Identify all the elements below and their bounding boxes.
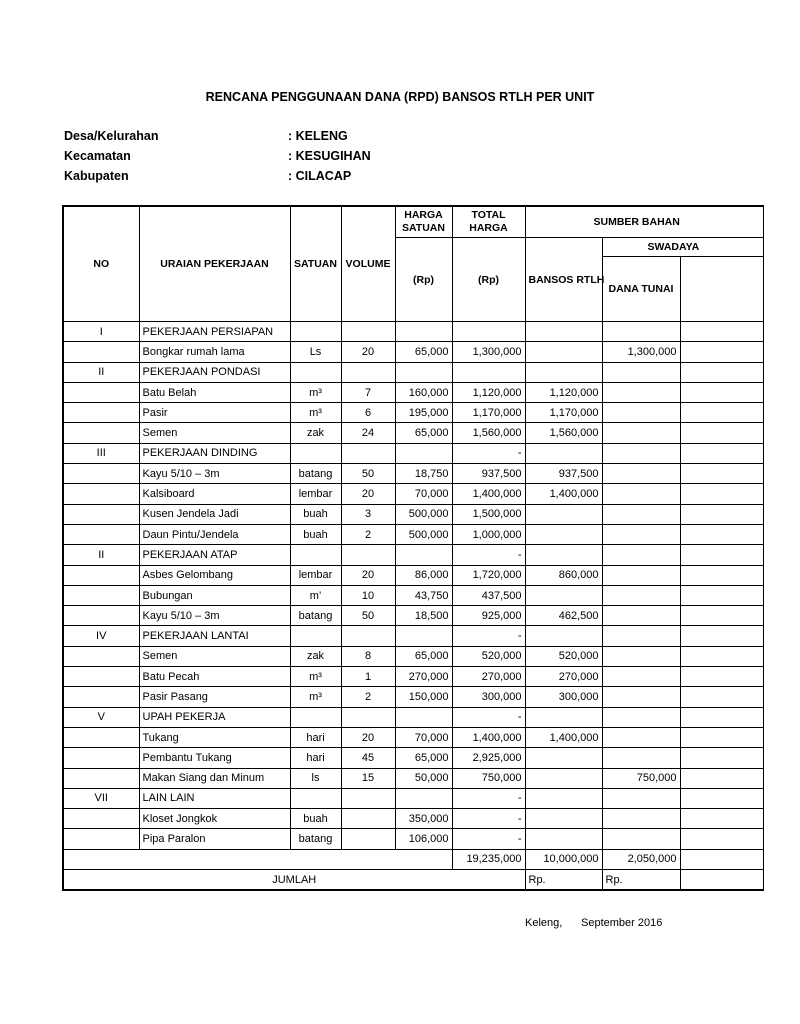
row-total: - — [452, 707, 525, 727]
total-bansos-sum: 10,000,000 — [525, 849, 602, 869]
table-row — [63, 829, 763, 849]
row-total: 270,000 — [452, 667, 525, 687]
row-harga: 65,000 — [395, 423, 452, 443]
row-harga — [395, 788, 452, 808]
row-harga — [395, 545, 452, 565]
header-swadaya: SWADAYA — [602, 238, 763, 257]
row-tunai — [602, 667, 680, 687]
row-tunai — [602, 322, 680, 342]
row-uraian: Batu Belah — [139, 382, 290, 402]
row-no: IV — [63, 626, 139, 646]
row-tunai: 750,000 — [602, 768, 680, 788]
row-satuan: m³ — [290, 687, 341, 707]
row-volume: 20 — [341, 727, 395, 747]
row-harga: 70,000 — [395, 484, 452, 504]
row-uraian: Pasir Pasang — [139, 687, 290, 707]
header-extra — [680, 257, 763, 322]
row-satuan: m³ — [290, 403, 341, 423]
row-no — [63, 667, 139, 687]
row-tunai — [602, 423, 680, 443]
table-row — [63, 322, 763, 342]
table-row — [63, 748, 763, 768]
table-row — [63, 403, 763, 423]
table-row — [63, 565, 763, 585]
row-total: - — [452, 788, 525, 808]
row-tunai — [602, 585, 680, 605]
row-volume — [341, 829, 395, 849]
row-harga: 500,000 — [395, 524, 452, 544]
row-no — [63, 809, 139, 829]
row-volume: 6 — [341, 403, 395, 423]
row-bansos — [525, 504, 602, 524]
row-no: VII — [63, 788, 139, 808]
table-row — [63, 809, 763, 829]
row-extra — [680, 565, 763, 585]
table-row — [63, 484, 763, 504]
info-desa — [64, 129, 348, 143]
row-total: 1,000,000 — [452, 524, 525, 544]
row-bansos — [525, 362, 602, 382]
table-row — [63, 788, 763, 808]
row-extra — [680, 443, 763, 463]
row-no — [63, 504, 139, 524]
jumlah-label: JUMLAH — [63, 870, 525, 891]
table-row — [63, 382, 763, 402]
row-no — [63, 484, 139, 504]
total-tunai-sum: 2,050,000 — [602, 849, 680, 869]
row-no — [63, 687, 139, 707]
row-total: - — [452, 809, 525, 829]
row-satuan: batang — [290, 606, 341, 626]
table-row — [63, 423, 763, 443]
row-tunai — [602, 464, 680, 484]
row-uraian: Kayu 5/10 – 3m — [139, 606, 290, 626]
table-row — [63, 342, 763, 362]
table-row — [63, 524, 763, 544]
row-satuan: batang — [290, 464, 341, 484]
row-total: - — [452, 545, 525, 565]
row-no — [63, 606, 139, 626]
row-bansos — [525, 707, 602, 727]
row-volume: 45 — [341, 748, 395, 768]
row-total — [452, 322, 525, 342]
header-rp-harga: (Rp) — [395, 238, 452, 322]
row-uraian: Kalsiboard — [139, 484, 290, 504]
row-tunai — [602, 788, 680, 808]
jumlah-extra — [680, 870, 763, 891]
row-extra — [680, 626, 763, 646]
header-rp-total: (Rp) — [452, 238, 525, 322]
row-no — [63, 382, 139, 402]
info-label: Kabupaten — [64, 169, 129, 183]
row-no: II — [63, 545, 139, 565]
row-tunai — [602, 727, 680, 747]
row-bansos: 1,560,000 — [525, 423, 602, 443]
row-satuan: m³ — [290, 667, 341, 687]
row-satuan: lembar — [290, 484, 341, 504]
row-satuan: lembar — [290, 565, 341, 585]
row-extra — [680, 768, 763, 788]
row-bansos — [525, 524, 602, 544]
row-extra — [680, 322, 763, 342]
row-extra — [680, 524, 763, 544]
row-extra — [680, 464, 763, 484]
row-extra — [680, 585, 763, 605]
row-total: 1,400,000 — [452, 727, 525, 747]
row-harga: 270,000 — [395, 667, 452, 687]
row-total: 1,720,000 — [452, 565, 525, 585]
row-bansos — [525, 322, 602, 342]
row-uraian: Semen — [139, 646, 290, 666]
row-total: 750,000 — [452, 768, 525, 788]
header-sumber-bahan: SUMBER BAHAN — [525, 206, 763, 238]
header-uraian: URAIAN PEKERJAAN — [139, 206, 290, 322]
row-volume: 24 — [341, 423, 395, 443]
row-total — [452, 362, 525, 382]
row-uraian: Batu Pecah — [139, 667, 290, 687]
row-total: 1,300,000 — [452, 342, 525, 362]
header-bansos: BANSOS RTLH — [525, 238, 602, 322]
row-harga — [395, 322, 452, 342]
row-volume — [341, 707, 395, 727]
row-harga: 65,000 — [395, 646, 452, 666]
row-satuan: batang — [290, 829, 341, 849]
row-tunai — [602, 545, 680, 565]
header-harga-satuan: HARGA SATUAN — [395, 206, 452, 238]
totals-row — [63, 849, 763, 869]
row-total: 1,120,000 — [452, 382, 525, 402]
row-satuan: buah — [290, 504, 341, 524]
row-total: 1,400,000 — [452, 484, 525, 504]
row-tunai — [602, 484, 680, 504]
row-tunai: 1,300,000 — [602, 342, 680, 362]
row-uraian: PEKERJAAN PERSIAPAN — [139, 322, 290, 342]
table-row — [63, 362, 763, 382]
row-extra — [680, 646, 763, 666]
row-satuan — [290, 362, 341, 382]
table-row — [63, 504, 763, 524]
row-volume: 50 — [341, 606, 395, 626]
row-bansos: 520,000 — [525, 646, 602, 666]
row-satuan: buah — [290, 524, 341, 544]
row-uraian: PEKERJAAN PONDASI — [139, 362, 290, 382]
row-no — [63, 646, 139, 666]
row-bansos — [525, 809, 602, 829]
row-extra — [680, 382, 763, 402]
row-harga: 150,000 — [395, 687, 452, 707]
row-uraian: PEKERJAAN DINDING — [139, 443, 290, 463]
row-no: V — [63, 707, 139, 727]
info-kecamatan — [64, 149, 371, 163]
row-volume: 20 — [341, 565, 395, 585]
row-volume: 1 — [341, 667, 395, 687]
info-label: Desa/Kelurahan — [64, 129, 159, 143]
row-harga: 106,000 — [395, 829, 452, 849]
row-no — [63, 748, 139, 768]
info-value: : KELENG — [288, 129, 348, 143]
row-tunai — [602, 524, 680, 544]
row-extra — [680, 423, 763, 443]
row-satuan — [290, 707, 341, 727]
row-satuan: zak — [290, 423, 341, 443]
row-no — [63, 727, 139, 747]
info-label: Kecamatan — [64, 149, 131, 163]
row-extra — [680, 667, 763, 687]
row-tunai — [602, 748, 680, 768]
row-no: III — [63, 443, 139, 463]
row-no — [63, 423, 139, 443]
jumlah-rp-bansos: Rp. — [525, 870, 602, 891]
row-volume: 7 — [341, 382, 395, 402]
row-tunai — [602, 382, 680, 402]
row-volume — [341, 626, 395, 646]
totals-spacer — [63, 849, 452, 869]
row-uraian: Pipa Paralon — [139, 829, 290, 849]
row-uraian: Semen — [139, 423, 290, 443]
row-uraian: Kloset Jongkok — [139, 809, 290, 829]
row-no: I — [63, 322, 139, 342]
total-harga-sum: 19,235,000 — [452, 849, 525, 869]
page-title: RENCANA PENGGUNAAN DANA (RPD) BANSOS RTLH PER UNIT — [205, 90, 595, 104]
row-extra — [680, 545, 763, 565]
row-harga — [395, 626, 452, 646]
row-volume — [341, 322, 395, 342]
row-tunai — [602, 504, 680, 524]
total-extra — [680, 849, 763, 869]
table-row — [63, 768, 763, 788]
row-satuan — [290, 545, 341, 565]
row-tunai — [602, 403, 680, 423]
row-total: 1,560,000 — [452, 423, 525, 443]
jumlah-rp-tunai: Rp. — [602, 870, 680, 891]
row-tunai — [602, 829, 680, 849]
row-total: 2,925,000 — [452, 748, 525, 768]
row-satuan: Ls — [290, 342, 341, 362]
row-bansos — [525, 585, 602, 605]
row-total: - — [452, 443, 525, 463]
table-row — [63, 667, 763, 687]
row-harga: 350,000 — [395, 809, 452, 829]
row-bansos: 937,500 — [525, 464, 602, 484]
row-total: 1,500,000 — [452, 504, 525, 524]
row-tunai — [602, 606, 680, 626]
row-volume — [341, 788, 395, 808]
row-bansos: 270,000 — [525, 667, 602, 687]
row-extra — [680, 707, 763, 727]
table-row — [63, 687, 763, 707]
row-no — [63, 565, 139, 585]
row-satuan: hari — [290, 748, 341, 768]
row-extra — [680, 342, 763, 362]
row-extra — [680, 829, 763, 849]
row-tunai — [602, 707, 680, 727]
row-extra — [680, 748, 763, 768]
row-volume — [341, 809, 395, 829]
row-total: - — [452, 829, 525, 849]
rpd-table-wrapper — [62, 205, 700, 891]
row-no — [63, 524, 139, 544]
row-harga: 18,500 — [395, 606, 452, 626]
row-total: 300,000 — [452, 687, 525, 707]
row-harga: 195,000 — [395, 403, 452, 423]
row-volume: 50 — [341, 464, 395, 484]
row-volume — [341, 443, 395, 463]
table-row — [63, 626, 763, 646]
row-satuan — [290, 788, 341, 808]
row-volume: 2 — [341, 524, 395, 544]
row-tunai — [602, 646, 680, 666]
row-extra — [680, 809, 763, 829]
header-dana-tunai: DANA TUNAI — [602, 257, 680, 322]
row-no — [63, 342, 139, 362]
row-volume: 8 — [341, 646, 395, 666]
table-row — [63, 606, 763, 626]
row-tunai — [602, 443, 680, 463]
table-row — [63, 727, 763, 747]
row-extra — [680, 788, 763, 808]
row-satuan — [290, 626, 341, 646]
row-harga: 86,000 — [395, 565, 452, 585]
row-uraian: Bubungan — [139, 585, 290, 605]
row-bansos: 462,500 — [525, 606, 602, 626]
header-satuan: SATUAN — [290, 206, 341, 322]
header-volume: VOLUME — [341, 206, 395, 322]
row-uraian: PEKERJAAN ATAP — [139, 545, 290, 565]
row-satuan: buah — [290, 809, 341, 829]
row-total: 520,000 — [452, 646, 525, 666]
row-uraian: Daun Pintu/Jendela — [139, 524, 290, 544]
header-total-harga: TOTAL HARGA — [452, 206, 525, 238]
table-row — [63, 585, 763, 605]
row-tunai — [602, 626, 680, 646]
row-volume: 2 — [341, 687, 395, 707]
row-satuan: m³ — [290, 382, 341, 402]
row-bansos: 860,000 — [525, 565, 602, 585]
info-kabupaten — [64, 169, 351, 183]
row-extra — [680, 484, 763, 504]
row-volume: 20 — [341, 484, 395, 504]
row-satuan: m’ — [290, 585, 341, 605]
row-harga: 65,000 — [395, 342, 452, 362]
row-volume: 10 — [341, 585, 395, 605]
row-total: - — [452, 626, 525, 646]
info-value: : CILACAP — [288, 169, 352, 183]
row-total: 437,500 — [452, 585, 525, 605]
row-harga: 70,000 — [395, 727, 452, 747]
row-uraian: Bongkar rumah lama — [139, 342, 290, 362]
row-volume: 20 — [341, 342, 395, 362]
row-extra — [680, 403, 763, 423]
row-volume: 3 — [341, 504, 395, 524]
row-no — [63, 585, 139, 605]
row-no — [63, 403, 139, 423]
row-harga: 65,000 — [395, 748, 452, 768]
row-extra — [680, 362, 763, 382]
table-row — [63, 646, 763, 666]
row-total: 1,170,000 — [452, 403, 525, 423]
row-uraian: Tukang — [139, 727, 290, 747]
row-uraian: LAIN LAIN — [139, 788, 290, 808]
jumlah-row — [63, 870, 763, 891]
row-bansos: 1,400,000 — [525, 484, 602, 504]
rpd-table — [62, 205, 764, 891]
row-extra — [680, 504, 763, 524]
row-bansos: 300,000 — [525, 687, 602, 707]
row-extra — [680, 727, 763, 747]
row-harga — [395, 443, 452, 463]
table-row — [63, 707, 763, 727]
row-tunai — [602, 565, 680, 585]
header-no: NO — [63, 206, 139, 322]
row-harga: 43,750 — [395, 585, 452, 605]
row-total: 937,500 — [452, 464, 525, 484]
row-bansos — [525, 443, 602, 463]
row-bansos — [525, 626, 602, 646]
footer-date: September 2016 — [581, 917, 663, 929]
row-no — [63, 464, 139, 484]
row-satuan: zak — [290, 646, 341, 666]
row-no — [63, 829, 139, 849]
row-satuan — [290, 322, 341, 342]
row-harga: 50,000 — [395, 768, 452, 788]
row-bansos — [525, 829, 602, 849]
row-extra — [680, 687, 763, 707]
row-tunai — [602, 809, 680, 829]
row-satuan: ls — [290, 768, 341, 788]
row-total: 925,000 — [452, 606, 525, 626]
row-tunai — [602, 687, 680, 707]
row-uraian: Asbes Gelombang — [139, 565, 290, 585]
row-bansos — [525, 768, 602, 788]
row-bansos — [525, 545, 602, 565]
row-harga: 160,000 — [395, 382, 452, 402]
row-bansos: 1,400,000 — [525, 727, 602, 747]
row-bansos — [525, 748, 602, 768]
row-bansos — [525, 788, 602, 808]
table-row — [63, 545, 763, 565]
table-row — [63, 443, 763, 463]
row-uraian: Pembantu Tukang — [139, 748, 290, 768]
row-uraian: UPAH PEKERJA — [139, 707, 290, 727]
row-satuan — [290, 443, 341, 463]
row-uraian: Kayu 5/10 – 3m — [139, 464, 290, 484]
row-harga: 500,000 — [395, 504, 452, 524]
row-volume: 15 — [341, 768, 395, 788]
row-harga — [395, 707, 452, 727]
info-value: : KESUGIHAN — [288, 149, 371, 163]
row-extra — [680, 606, 763, 626]
row-bansos — [525, 342, 602, 362]
row-harga: 18,750 — [395, 464, 452, 484]
row-no — [63, 768, 139, 788]
row-volume — [341, 545, 395, 565]
row-uraian: PEKERJAAN LANTAI — [139, 626, 290, 646]
row-volume — [341, 362, 395, 382]
row-uraian: Pasir — [139, 403, 290, 423]
row-no: II — [63, 362, 139, 382]
table-body — [63, 322, 763, 891]
row-harga — [395, 362, 452, 382]
row-bansos: 1,120,000 — [525, 382, 602, 402]
footer-place: Keleng, — [525, 917, 563, 929]
row-tunai — [602, 362, 680, 382]
row-satuan: hari — [290, 727, 341, 747]
row-uraian: Makan Siang dan Minum — [139, 768, 290, 788]
row-uraian: Kusen Jendela Jadi — [139, 504, 290, 524]
row-bansos: 1,170,000 — [525, 403, 602, 423]
table-row — [63, 464, 763, 484]
